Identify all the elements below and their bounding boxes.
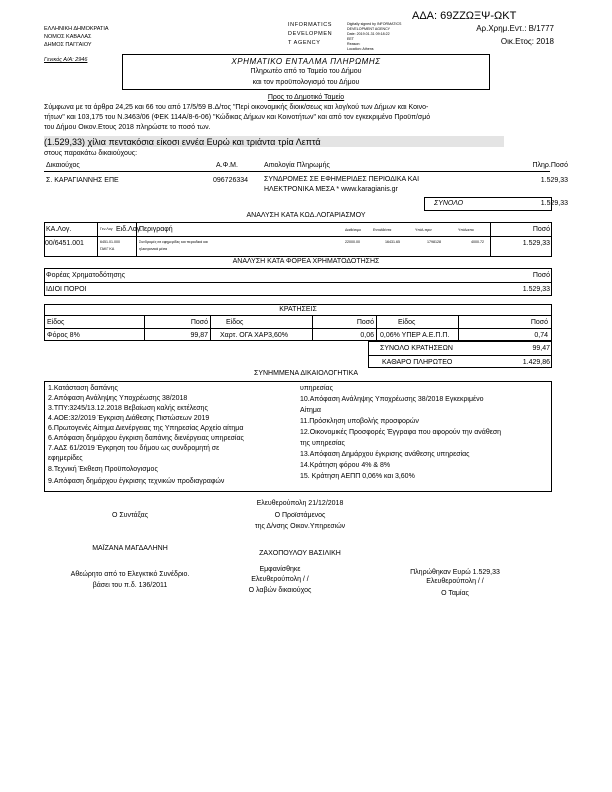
ded-col-type-2: Είδος [226, 319, 244, 326]
ded-col-amount-1: Ποσό [190, 319, 208, 326]
account-analysis-title: ΑΝΑΛΥΣΗ ΚΑΤΑ ΚΩΔ.ΛΟΓΑΡΙΑΣΜΟΥ [246, 212, 366, 219]
intro-line-2: τήτων" και 103,175 του Ν.3463/06 (ΦΕΚ 114Α/8-6-06) "Κώδικας Δήμων και Κοινοτήτων" και από τον εγκεκριμένο Προϋπ/σμό [44, 114, 431, 121]
head-name: ΖΑΧΟΠΟΥΛΟΥ ΒΑΣΙΛΙΚΗ [259, 550, 341, 557]
deductions-total-label: ΣΥΝΟΛΟ ΚΡΑΤΗΣΕΩΝ [380, 345, 453, 352]
doc-right-5: 12.Οικονομικές Προσφορές Έγγραφα που αφορούν την ανάθεση [300, 429, 502, 436]
col-eid: Ειδ.Λογ. [116, 226, 143, 233]
title-line-2: Πληρωτέο από το Ταμείο του Δήμου [250, 68, 362, 75]
deductions-title: ΚΡΑΤΗΣΕΙΣ [279, 306, 317, 313]
kad-desc-2: ηλεκτρονικά μέσα [139, 247, 168, 251]
amount-in-words: (1.529,33) χίλια πεντακόσια είκοσι εννέα Ευρώ και τριάντα τρία Λεπτά [44, 137, 321, 147]
agency-line-1: INFORMATICS [288, 22, 333, 28]
col-kad-amount: Ποσό [532, 226, 550, 233]
composer-label: Ο Συντάξας [111, 512, 149, 519]
general-aa: Γενικός Α/Α: 2946 [44, 57, 88, 63]
doc-right-4: 11.Πρόσκληση υποβολής προσφορών [300, 418, 419, 425]
col-gen: Γεν.Λογ [100, 227, 113, 231]
intro-line-3: του Δήμου Οικον.Ετους 2018 πληρώστε το ποσό των. [44, 124, 211, 131]
ada-code: ΑΔΑ: 69ΖΖΩΞΨ-ΩΚΤ [412, 10, 517, 22]
col-funding-amount: Ποσό [532, 272, 550, 279]
agency-line-2: DEVELOPMEN [288, 31, 333, 37]
doc-right-7: 13.Απόφαση Δημάρχου έγκρισης ανάθεσης υπηρεσίας [300, 451, 470, 458]
doc-left-2: 2.Απόφαση Ανάληψης Υποχρέωσης 38/2018 [48, 395, 188, 402]
ded-col-amount-2: Ποσό [356, 319, 374, 326]
ded-col-amount-3: Ποσό [530, 319, 548, 326]
prefecture-line: ΝΟΜΟΣ ΚΑΒΑΛΑΣ [44, 34, 92, 40]
payment-order-number: Αρ.Χρημ.Εντ.: Β/1777 [476, 24, 554, 33]
kad-desc-1: Συνδρομές σε εφημερίδες και περιοδικά και [139, 240, 208, 244]
country-line: ΕΛΛΗΝΙΚΗ ΔΗΜΟΚΡΑΤΙΑ [44, 26, 109, 32]
ded-type-3: 0,06% ΥΠΕΡ Α.Ε.Π.Π. [380, 332, 450, 339]
col-funding-body: Φορέας Χρηματοδότησης [46, 272, 126, 279]
col-enta: Ενταλθέντα [373, 228, 392, 232]
beneficiary-name: Σ. ΚΑΡΑΓΙΑΝΝΗΣ ΕΠΕ [46, 177, 119, 184]
audit-note-1: Αθεώρητο από το Ελεγκτικό Συνέδριο. [70, 571, 190, 578]
kad-amount: 1.529,33 [522, 240, 550, 247]
beneficiary-afm: 096726334 [213, 177, 249, 184]
col-cause: Αιτιολογία Πληρωμής [264, 162, 330, 169]
net-payable: 1.429,86 [522, 359, 550, 366]
to-treasury: Προς το Δημοτικό Ταμείο [267, 94, 345, 101]
doc-left-6: 6.Απόφαση δημάρχου έγκριση δαπάνης διενέργειας υπηρεσίας [48, 435, 244, 442]
fiscal-year: Οικ.Ετος: 2018 [500, 37, 554, 46]
agency-line-3: T AGENCY [288, 40, 321, 46]
net-payable-label: ΚΑΘΑΡΟ ΠΛΗΡΩΤΕΟ [382, 359, 453, 366]
doc-left-4: 4.ΑΟΕ:32/2019 Έγκριση Διάθεσης Πιστώσεων 2019 [48, 415, 210, 422]
cashier-label: Ο Ταμίας [441, 590, 469, 597]
deductions-total: 99,47 [532, 345, 550, 352]
place-date: Ελευθερούπολη 21/12/2018 [256, 500, 344, 507]
ded-type-1: Φόρος 8% [47, 332, 80, 339]
sig-line-1: Digitally signed by INFORMATICS [347, 22, 402, 26]
ded-type-2: Χαρτ. ΟΓΑ ΧΑΡ3,60% [220, 332, 288, 339]
kad-ypol-pro: 1798128 [427, 240, 441, 244]
doc-right-1: υπηρεσίας [300, 385, 333, 392]
col-ypoloipo: Υπόλοιπο [458, 228, 474, 232]
doc-right-2: 10.Απόφαση Ανάληψης Υποχρέωσης 38/2018 Εγκεκριμένο [300, 396, 484, 403]
intro-line-1: Σύμφωνα με τα άρθρα 24,25 και 66 του από 17/5/59 Β.Δ/τος "Περί οικονομικής διοικ/σεως και λογ/κού των Δήμων και Κοινο- [44, 104, 429, 111]
sig-line-4: EET [347, 37, 354, 41]
kad-enta: 16431.65 [385, 240, 400, 244]
col-afm: Α.Φ.Μ. [216, 162, 238, 169]
sig-line-5: Reason: [347, 42, 361, 46]
kad-eid-1: 6451.01.000 [100, 240, 120, 244]
funding-body: ΙΔΙΟΙ ΠΟΡΟΙ [46, 286, 87, 293]
total-amount: 1.529,33 [540, 200, 568, 207]
ded-col-type-3: Είδος [398, 319, 416, 326]
beneficiary-cause-1: ΣΥΝΔΡΟΜΕΣ ΣΕ ΕΦΗΜΕΡΙΔΕΣ ΠΕΡΙΟΔΙΚΑ ΚΑΙ [264, 176, 420, 183]
audit-note-2: βάσει του π.δ. 136/2011 [92, 582, 168, 589]
col-beneficiary: Δικαιούχος [46, 162, 80, 169]
paid-label: Πληρώθηκαν Ευρώ 1.529,33 [410, 569, 500, 576]
doc-left-3: 3.ΤΠΥ:3245/13.12.2018 Βεβαίωση καλής εκτέλεσης [48, 405, 208, 412]
appeared-place-date: Ελευθερούπολη / / [251, 576, 309, 583]
kad-ka: 00/6451.001 [45, 240, 84, 247]
municipality-line: ΔΗΜΟΣ ΠΑΓΓΑΙΟΥ [44, 42, 92, 48]
doc-left-8: εφημερίδες [48, 455, 83, 462]
doc-right-8: 14.Κράτηση φόρου 4% & 8% [300, 462, 391, 469]
sig-line-3: Date: 2019.01.31 09:18:22 [347, 32, 390, 36]
ded-amount-2: 0,06 [360, 332, 374, 339]
funding-analysis-title: ΑΝΑΛΥΣΗ ΚΑΤΑ ΦΟΡΕΑ ΧΡΗΜΑΤΟΔΟΤΗΣΗΣ [232, 258, 380, 265]
kad-ypoloipo: 4000.72 [471, 240, 484, 244]
to-beneficiaries: στους παρακάτω δικαιούχους: [44, 150, 138, 157]
documents-title: ΣΥΝΗΜΜΕΝΑ ΔΙΚΑΙΟΛΟΓΗΤΙΚΑ [254, 370, 358, 377]
composer-name: ΜΑΪΖΑΝΑ ΜΑΓΔΑΛΗΝΗ [92, 545, 168, 552]
col-amount: Πληρ.Ποσό [532, 162, 568, 169]
appeared-label: Εμφανίσθηκε [259, 566, 301, 573]
ded-amount-1: 99,87 [190, 332, 208, 339]
doc-right-9: 15. Κράτηση ΑΕΠΠ 0,06% και 3,60% [300, 473, 415, 480]
doc-left-10: 9.Απόφαση δημάρχου έγκρισης τεχνικών προδιαγραφών [48, 478, 225, 485]
paid-place-date: Ελευθερούπολη / / [426, 578, 484, 585]
head-label-2: της Δ/νσης Οικον.Υπηρεσιών [254, 523, 346, 530]
sig-line-6: Location: Athens [347, 47, 374, 51]
beneficiary-cause-2: ΗΛΕΚΤΡΟΝΙΚΑ ΜΕΣΑ * www.karagianis.gr [264, 186, 398, 193]
doc-left-1: 1.Κατάσταση δαπάνης [48, 385, 118, 392]
doc-right-3: Αίτημα [300, 407, 321, 414]
head-label: Ο Προϊστάμενος [274, 512, 326, 519]
total-label: ΣΥΝΟΛΟ [434, 200, 464, 207]
beneficiary-amount: 1.529,33 [540, 177, 568, 184]
sig-line-2: DEVELOPMENT AGENCY [347, 27, 391, 31]
col-ypol-pro: Υπόλ.πριν [415, 228, 432, 232]
title-line-3: και τον προϋπολογισμό του Δήμου [252, 79, 360, 86]
col-diathesimo: Διαθέσιμο [345, 228, 361, 232]
col-desc: Περιγραφή [139, 226, 173, 233]
kad-diathesimo: 22000.00 [345, 240, 360, 244]
doc-left-9: 8.Τεχνική Έκθεση Προϋπολογισμος [48, 466, 158, 473]
doc-right-6: της υπηρεσίας [300, 440, 345, 447]
recipient-label: Ο λαβών δικαιούχος [248, 587, 312, 594]
col-ka: ΚΑ.Λογ. [46, 226, 72, 233]
doc-left-5: 6.Πρωτογενές Αίτημα Διενέργειας της Υπηρεσίας Αρχείο αίτημα [48, 425, 244, 432]
kad-eid-2: ΓΑΚΓ ΚΑ [100, 247, 115, 251]
ded-col-type-1: Είδος [47, 319, 65, 326]
page-title: ΧΡΗΜΑΤΙΚΟ ΕΝΤΑΛΜΑ ΠΛΗΡΩΜΗΣ [231, 57, 381, 66]
doc-left-7: 7.ΑΔΣ 61/2019 Έγκρηση του δήμου ως συνδρομητή σε [48, 445, 220, 452]
ded-amount-3: 0,74 [534, 332, 548, 339]
funding-amount: 1.529,33 [522, 286, 550, 293]
